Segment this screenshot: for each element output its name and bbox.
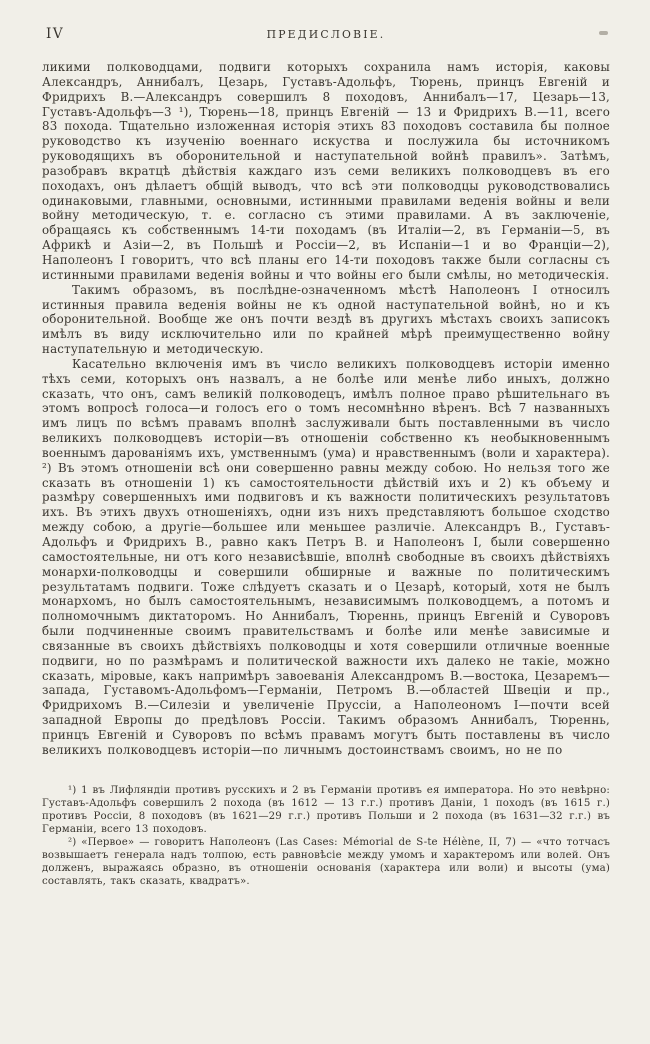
- body-text: [42, 60, 610, 758]
- ink-mark: [599, 31, 608, 35]
- page-number: IV: [46, 26, 65, 42]
- paragraph: Касательно включенія имъ въ число великихъ полководцевъ исторіи именно тѣхъ семи, которыхъ онъ назвалъ, а не болѣе или менѣе либо иныхъ, должно сказать, что онъ, самъ великій полководецъ, имѣлъ полное право рѣшительнаго въ этомъ вопросѣ голоса—и голосъ его о томъ несомнѣнно вѣренъ. Всѣ 7 названныхъ имъ лицъ по всѣмъ правамъ вполнѣ заслуживали быть поставленными въ число великихъ полководцевъ исторіи—въ отношеніи собственно къ необыкновеннымъ военнымъ дарованіямъ ихъ, умственнымъ (ума) и нравственнымъ (воли и характера). ²) Въ этомъ отношеніи всѣ они совершенно равны между собою. Но нельзя того же сказать въ отношеніи 1) къ самостоятельности дѣйствій ихъ и 2) къ объему и размѣру совершенныхъ ими подвиговъ и къ важности политическихъ результатовъ ихъ. Въ этихъ двухъ отношеніяхъ, одни изъ нихъ представляютъ большое сходство между собою, а другіе—большее или меньшее различіе. Александръ В., Густавъ-Адольфъ и Фридрихъ В., равно какъ Петръ В. и Наполеонъ I, были совершенно самостоятельные, ни отъ кого независѣвшіе, вполнѣ свободные въ своихъ дѣйствіяхъ монархи-полководцы и совершили обширные и важные по политическимъ результатамъ подвиги. Тоже слѣдуетъ сказать и о Цезарѣ, который, хотя не былъ монархомъ, но былъ самостоятельнымъ, независимымъ полководцемъ, а потомъ и полномочнымъ диктаторомъ. Но Аннибалъ, Тюреннь, принцъ Евгеній и Суворовъ были подчиненные своимъ правительствамъ и болѣе или менѣе зависимые и связанные въ своихъ дѣйствіяхъ полководцы и хотя совершили отличные военные подвиги, но по размѣрамъ и политической важности ихъ далеко не такіе, можно сказать, міровые, какъ напримѣръ завоеванія Александромъ В.—востока, Цезаремъ—запада, Густавомъ-Адольфомъ—Германіи, Петромъ В.—областей Швеціи и пр., Фридрихомъ В.—Силезіи и увеличеніе Пруссіи, а Наполеономъ I—почти всей западной Европы до предѣловъ Россіи. Такимъ образомъ Аннибалъ, Тюреннь, принцъ Евгеній и Суворовъ по всѣмъ правамъ могутъ быть поставлены въ число великихъ полководцевъ исторіи—по личнымъ достоинствамъ своимъ, но не по: [42, 356, 610, 757]
- footnote: ¹) 1 въ Лифляндіи противъ русскихъ и 2 въ Германіи противъ ея императора. Но это невѣрно: Густавъ-Адольфъ совершилъ 2 похода (въ 1612 — 13 г.г.) противъ Даніи, 1 походъ (въ 1615 г.) противъ Россіи, 8 походовъ (въ 1621—29 г.г.) противъ Польши и 2 похода (въ 1631—32 г.г.) въ Германіи, всего 13 походовъ.: [42, 784, 610, 835]
- footnote: ²) «Первое» — говоритъ Наполеонъ (Las Cases: Mémorial de S-te Hélène, II, 7) — «что тотчасъ возвышаетъ генерала надъ толпою, есть равновѣсіе между умомъ и характеромъ или волей. Онъ долженъ, выражаясь образно, въ отношеніи основанія (характера или воли) и высоты (ума) составлять, такъ сказать, квадратъ».: [42, 837, 610, 888]
- paragraph-continuation: ликими полководцами, подвиги которыхъ сохранила намъ исторія, каковы Александръ, Аннибалъ, Цезарь, Густавъ-Адольфъ, Тюрень, принцъ Евгеній и Фридрихъ В.—Александръ совершилъ 8 походовъ, Аннибалъ—17, Цезарь—13, Густавъ-Адольфъ—3 ¹), Тюрень—18, принцъ Евгеній — 13 и Фридрихъ В.—11, всего 83 похода. Тщательно изложенная исторія этихъ 83 походовъ составила бы полное руководство къ изученію военнаго искуства и послужила бы источникомъ руководящихъ въ оборонительной и наступательной войнѣ правилъ». Затѣмъ, разобравъ вкратцѣ дѣйствія каждаго изъ семи великихъ полководцевъ въ его походахъ, онъ дѣлаетъ общій выводъ, что всѣ эти полководцы руководствовались одинаковыми, главными, основными, истинными правилами веденія войны и вели войну методическую, т. е. согласно съ этими правилами. А въ заключеніе, обращаясь къ собственнымъ 14-ти походамъ (въ Италіи—2, въ Германіи—5, въ Африкѣ и Азіи—2, въ Польшѣ и Россіи—2, въ Испаніи—1 и во Франціи—2), Наполеонъ I говоритъ, что всѣ планы его 14-ти походовъ также были согласны съ истинными правилами веденія войны и что войны его были смѣлы, но методическія.: [42, 60, 610, 282]
- page-header: [42, 26, 610, 44]
- page-title: ПРЕДИСЛОВІЕ.: [266, 28, 386, 41]
- paragraph: Такимъ образомъ, въ послѣдне-означенномъ мѣстѣ Наполеонъ I относилъ истинныя правила веденія войны не къ одной наступательной войнѣ, но и къ оборонительной. Вообще же онъ почти вездѣ въ другихъ мѣстахъ своихъ записокъ имѣлъ въ виду исключительно или по крайней мѣрѣ преимущественно войну наступательную и методическую.: [42, 282, 610, 357]
- footnotes-section: [42, 784, 610, 889]
